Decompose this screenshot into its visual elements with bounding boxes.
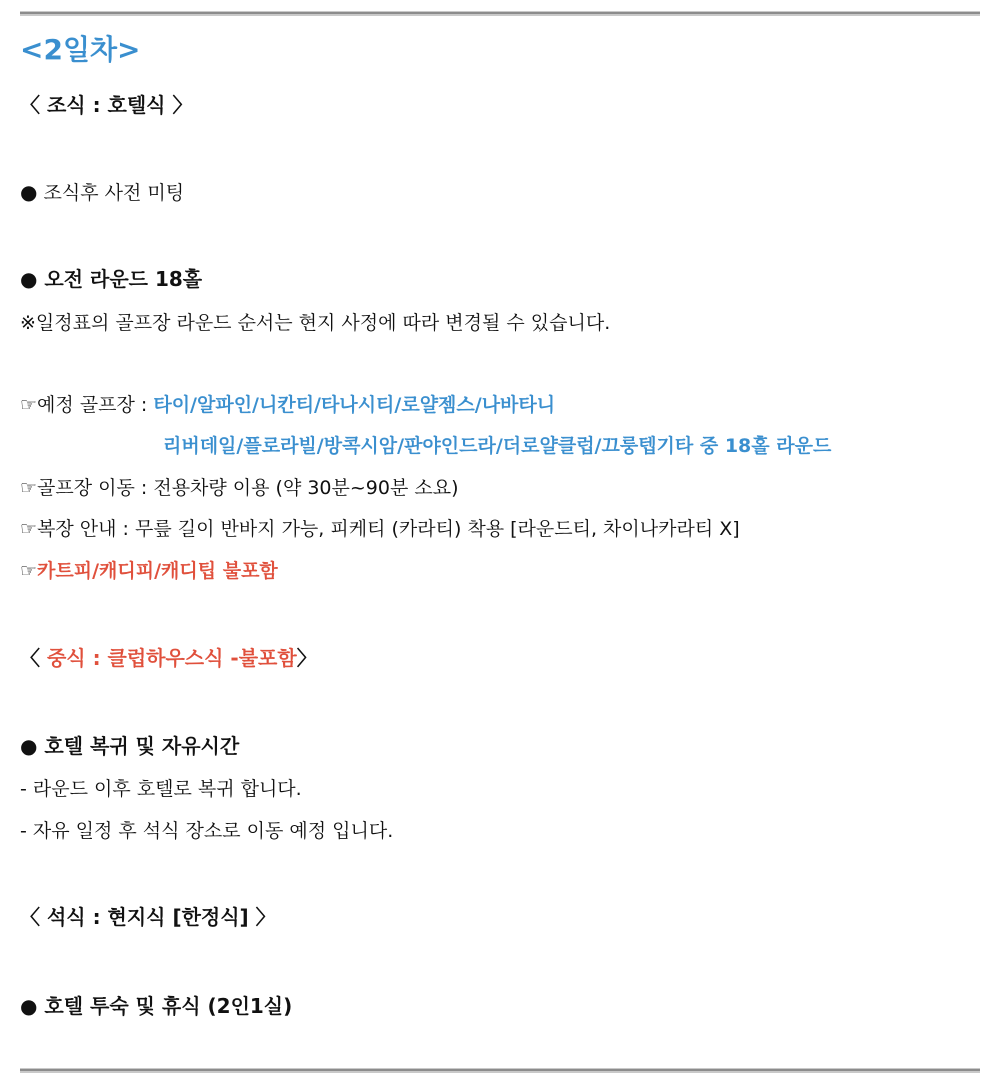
- courses-line: [20, 392, 555, 418]
- breakfast-close-bracket: 〉: [165, 93, 193, 117]
- return-hotel-detail-2: - 자유 일정 후 석식 장소로 이동 예정 입니다.: [20, 820, 394, 842]
- breakfast-heading: [20, 92, 192, 118]
- lunch-close-bracket: 〉: [296, 646, 317, 670]
- breakfast-label: 조식 : 호텔식: [46, 93, 166, 117]
- meeting-text: 조식후 사전 미팅: [43, 182, 185, 204]
- transport-line: [20, 475, 459, 501]
- hand-pointer-icon: ☞: [20, 560, 38, 582]
- return-hotel-heading: [20, 733, 239, 759]
- breakfast-open-bracket: 〈: [20, 93, 47, 117]
- lunch-open-bracket: 〈: [20, 646, 47, 670]
- fees-text: 카트피/캐디피/캐디팁 불포함: [37, 560, 278, 582]
- hand-pointer-icon: ☞: [20, 477, 38, 499]
- hand-pointer-icon: ☞: [20, 518, 38, 540]
- day-title: <2일차>: [20, 33, 141, 66]
- dinner-heading: [20, 904, 276, 930]
- morning-round-title: 오전 라운드 18홀: [44, 267, 203, 291]
- morning-round-heading: [20, 266, 202, 292]
- dinner-label: 석식 : 현지식 [한정식]: [46, 905, 249, 929]
- fees-line: [20, 558, 278, 584]
- return-hotel-detail-1: - 라운드 이후 호텔로 복귀 합니다.: [20, 778, 302, 800]
- lunch-heading: [20, 645, 317, 671]
- bullet-icon: ●: [20, 734, 38, 758]
- bullet-icon: ●: [20, 994, 38, 1018]
- overnight-heading: [20, 993, 292, 1019]
- hand-pointer-icon: ☞: [20, 394, 38, 416]
- dress-code-text: 복장 안내 : 무릎 길이 반바지 가능, 피케티 (카라티) 착용 [라운드티, 차이나카라티 X]: [37, 518, 740, 540]
- dinner-open-bracket: 〈: [20, 905, 47, 929]
- meeting-item: [20, 179, 184, 206]
- lunch-label: 중식 : 클럽하우스식 -불포함: [46, 646, 297, 670]
- bullet-icon: ●: [20, 180, 38, 204]
- transport-text: 골프장 이동 : 전용차량 이용 (약 30분~90분 소요): [37, 477, 459, 499]
- bullet-icon: ●: [20, 267, 38, 291]
- return-hotel-title: 호텔 복귀 및 자유시간: [44, 734, 240, 758]
- courses-label: 예정 골프장 :: [37, 394, 154, 416]
- courses-list-2: 리버데일/플로라빌/방콕시암/판야인드라/더로얄클럽/끄룽텝기타 중 18홀 라운드: [163, 435, 832, 457]
- top-divider: [20, 11, 980, 16]
- dress-code-line: [20, 516, 740, 542]
- dinner-close-bracket: 〉: [248, 905, 276, 929]
- schedule-notice: ※일정표의 골프장 라운드 순서는 현지 사정에 따라 변경될 수 있습니다.: [20, 312, 611, 334]
- courses-list-1: 타이/알파인/니칸티/타나시티/로얄젬스/나바타니: [153, 394, 556, 416]
- overnight-text: 호텔 투숙 및 휴식 (2인1실): [44, 994, 293, 1018]
- bottom-divider: [20, 1068, 980, 1073]
